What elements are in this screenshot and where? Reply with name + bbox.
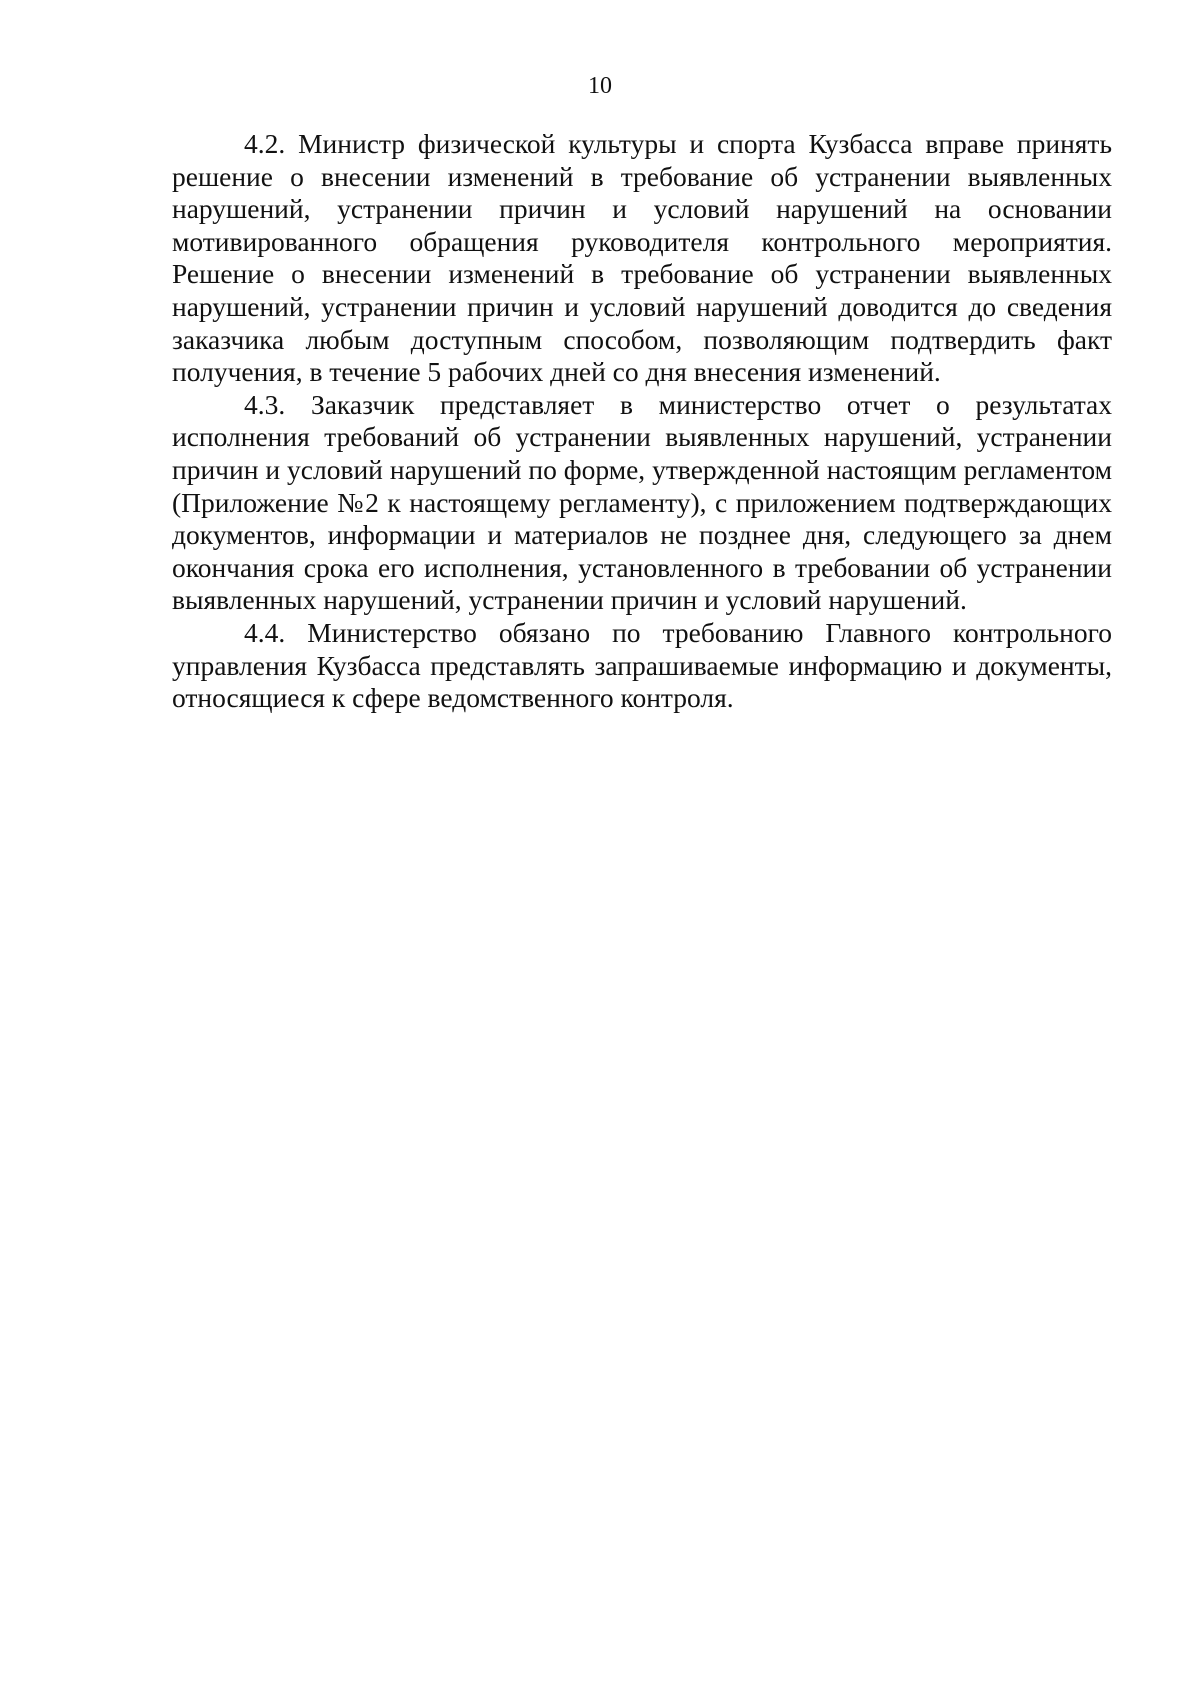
paragraph-4-4: 4.4. Министерство обязано по требованию Главного контрольного управления Кузбасса представлять запрашиваемые информацию и документы, относящиеся к сфере ведомственного контроля. — [172, 616, 1112, 714]
paragraph-4-2: 4.2. Министр физической культуры и спорта Кузбасса вправе принять решение о внесении изменений в требование об устранении выявленных нарушений, устранении причин и условий нарушений на основании мотивированного обращения руководителя контрольного мероприятия. Решение о внесении изменений в требование об устранении выявленных нарушений, устранении причин и условий нарушений доводится до сведения заказчика любым доступным способом, позволяющим подтвердить факт получения, в течение 5 рабочих дней со дня внесения изменений. — [172, 128, 1112, 388]
page-number: 10 — [588, 73, 612, 99]
paragraph-4-3: 4.3. Заказчик представляет в министерство отчет о результатах исполнения требований об устранении выявленных нарушений, устранении причин и условий нарушений по форме, утвержденной настоящим регламентом (Приложение №2 к настоящему регламенту), с приложением подтверждающих документов, информации и материалов не позднее дня, следующего за днем окончания срока его исполнения, установленного в требовании об устранении выявленных нарушений, устранении причин и условий нарушений. — [172, 388, 1112, 616]
document-body — [172, 128, 1112, 715]
